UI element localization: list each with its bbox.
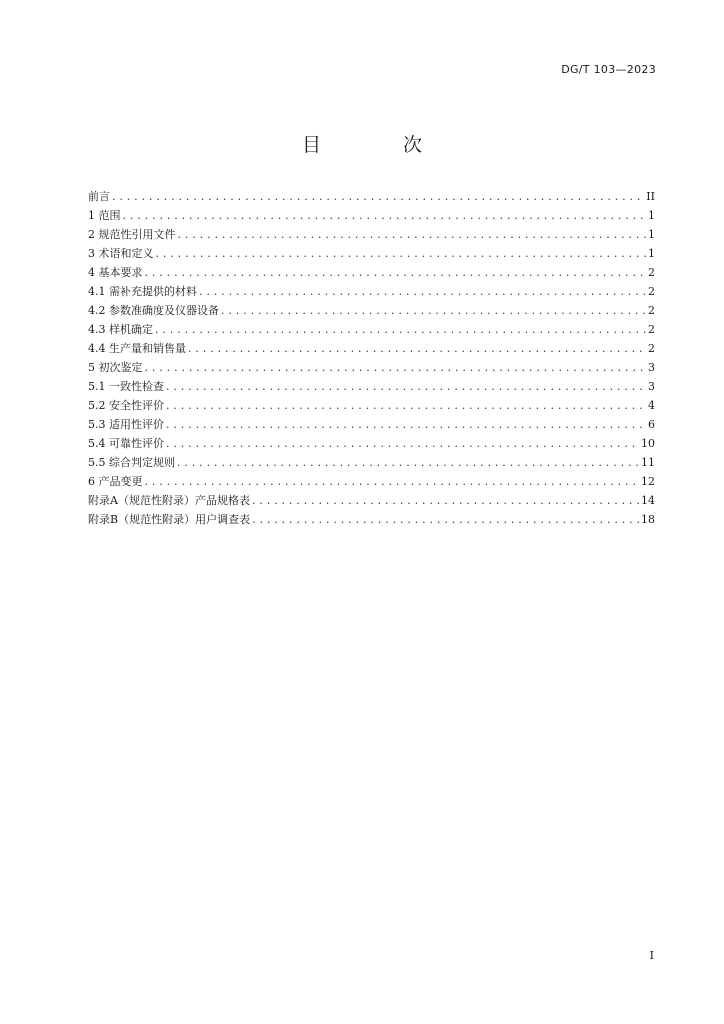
dot-leader bbox=[188, 339, 646, 358]
toc-entry-basic-requirements[interactable] bbox=[88, 263, 655, 282]
toc-entry-label: 前言 bbox=[88, 190, 110, 203]
toc-entry-label: 6 产品变更 bbox=[88, 475, 143, 488]
toc-entry-label: 1 范围 bbox=[88, 209, 121, 222]
toc-entry-normative-references[interactable] bbox=[88, 225, 655, 244]
dot-leader bbox=[252, 491, 639, 510]
toc-entry-foreword[interactable] bbox=[88, 187, 655, 206]
toc-entry-4-4[interactable] bbox=[88, 339, 655, 358]
dot-leader bbox=[178, 225, 647, 244]
toc-entry-4-3[interactable] bbox=[88, 320, 655, 339]
toc-entry-4-2[interactable] bbox=[88, 301, 655, 320]
toc-entry-label: 附录B（规范性附录）用户调查表 bbox=[88, 513, 251, 526]
dot-leader bbox=[199, 282, 646, 301]
toc-entry-label: 2 规范性引用文件 bbox=[88, 228, 176, 241]
toc-entry-label: 4.4 生产量和销售量 bbox=[88, 342, 186, 355]
toc-entry-label: 附录A（规范性附录）产品规格表 bbox=[88, 494, 250, 507]
toc-entry-page: II bbox=[646, 190, 655, 203]
toc-entry-scope[interactable] bbox=[88, 206, 655, 225]
toc-entry-5-1[interactable] bbox=[88, 377, 655, 396]
toc-entry-5-3[interactable] bbox=[88, 415, 655, 434]
toc-entry-label: 4 基本要求 bbox=[88, 266, 143, 279]
toc-entry-label: 3 术语和定义 bbox=[88, 247, 154, 260]
toc-list bbox=[88, 187, 655, 529]
toc-entry-terms-definitions[interactable] bbox=[88, 244, 655, 263]
page-number: I bbox=[649, 949, 654, 962]
toc-entry-product-change[interactable] bbox=[88, 472, 655, 491]
toc-entry-label: 5.1 一致性检查 bbox=[88, 380, 164, 393]
toc-entry-5-4[interactable] bbox=[88, 434, 655, 453]
toc-entry-initial-appraisal[interactable] bbox=[88, 358, 655, 377]
toc-entry-page: 2 bbox=[648, 342, 655, 355]
toc-entry-page: 18 bbox=[641, 513, 655, 526]
dot-leader bbox=[156, 244, 647, 263]
toc-entry-5-5[interactable] bbox=[88, 453, 655, 472]
toc-entry-5-2[interactable] bbox=[88, 396, 655, 415]
toc-entry-label: 5 初次鉴定 bbox=[88, 361, 143, 374]
dot-leader bbox=[112, 187, 644, 206]
toc-entry-page: 1 bbox=[648, 228, 655, 241]
toc-entry-label: 5.5 综合判定规则 bbox=[88, 456, 175, 469]
toc-entry-label: 5.3 适用性评价 bbox=[88, 418, 164, 431]
standard-code: DG/T 103—2023 bbox=[561, 63, 656, 76]
dot-leader bbox=[123, 206, 647, 225]
toc-title: 目 次 bbox=[301, 134, 461, 156]
dot-leader bbox=[166, 415, 646, 434]
toc-entry-page: 2 bbox=[648, 285, 655, 298]
toc-entry-page: 12 bbox=[641, 475, 655, 488]
dot-leader bbox=[252, 510, 639, 529]
toc-entry-label: 4.1 需补充提供的材料 bbox=[88, 285, 197, 298]
dot-leader bbox=[166, 434, 639, 453]
dot-leader bbox=[155, 320, 646, 339]
dot-leader bbox=[166, 377, 646, 396]
toc-entry-4-1[interactable] bbox=[88, 282, 655, 301]
dot-leader bbox=[145, 263, 647, 282]
dot-leader bbox=[145, 358, 647, 377]
toc-entry-appendix-b[interactable] bbox=[88, 510, 655, 529]
dot-leader bbox=[221, 301, 646, 320]
toc-entry-page: 1 bbox=[648, 247, 655, 260]
dot-leader bbox=[177, 453, 639, 472]
toc-entry-appendix-a[interactable] bbox=[88, 491, 655, 510]
toc-entry-page: 11 bbox=[641, 456, 655, 469]
toc-entry-page: 14 bbox=[641, 494, 655, 507]
toc-entry-label: 5.4 可靠性评价 bbox=[88, 437, 164, 450]
toc-entry-page: 1 bbox=[648, 209, 655, 222]
toc-entry-label: 5.2 安全性评价 bbox=[88, 399, 164, 412]
toc-entry-page: 2 bbox=[648, 304, 655, 317]
toc-entry-label: 4.2 参数准确度及仪器设备 bbox=[88, 304, 219, 317]
toc-entry-page: 2 bbox=[648, 323, 655, 336]
dot-leader bbox=[145, 472, 640, 491]
toc-entry-page: 10 bbox=[641, 437, 655, 450]
toc-entry-page: 4 bbox=[648, 399, 655, 412]
toc-entry-page: 3 bbox=[648, 361, 655, 374]
toc-entry-page: 2 bbox=[648, 266, 655, 279]
dot-leader bbox=[166, 396, 646, 415]
toc-entry-label: 4.3 样机确定 bbox=[88, 323, 153, 336]
toc-entry-page: 3 bbox=[648, 380, 655, 393]
toc-entry-page: 6 bbox=[648, 418, 655, 431]
